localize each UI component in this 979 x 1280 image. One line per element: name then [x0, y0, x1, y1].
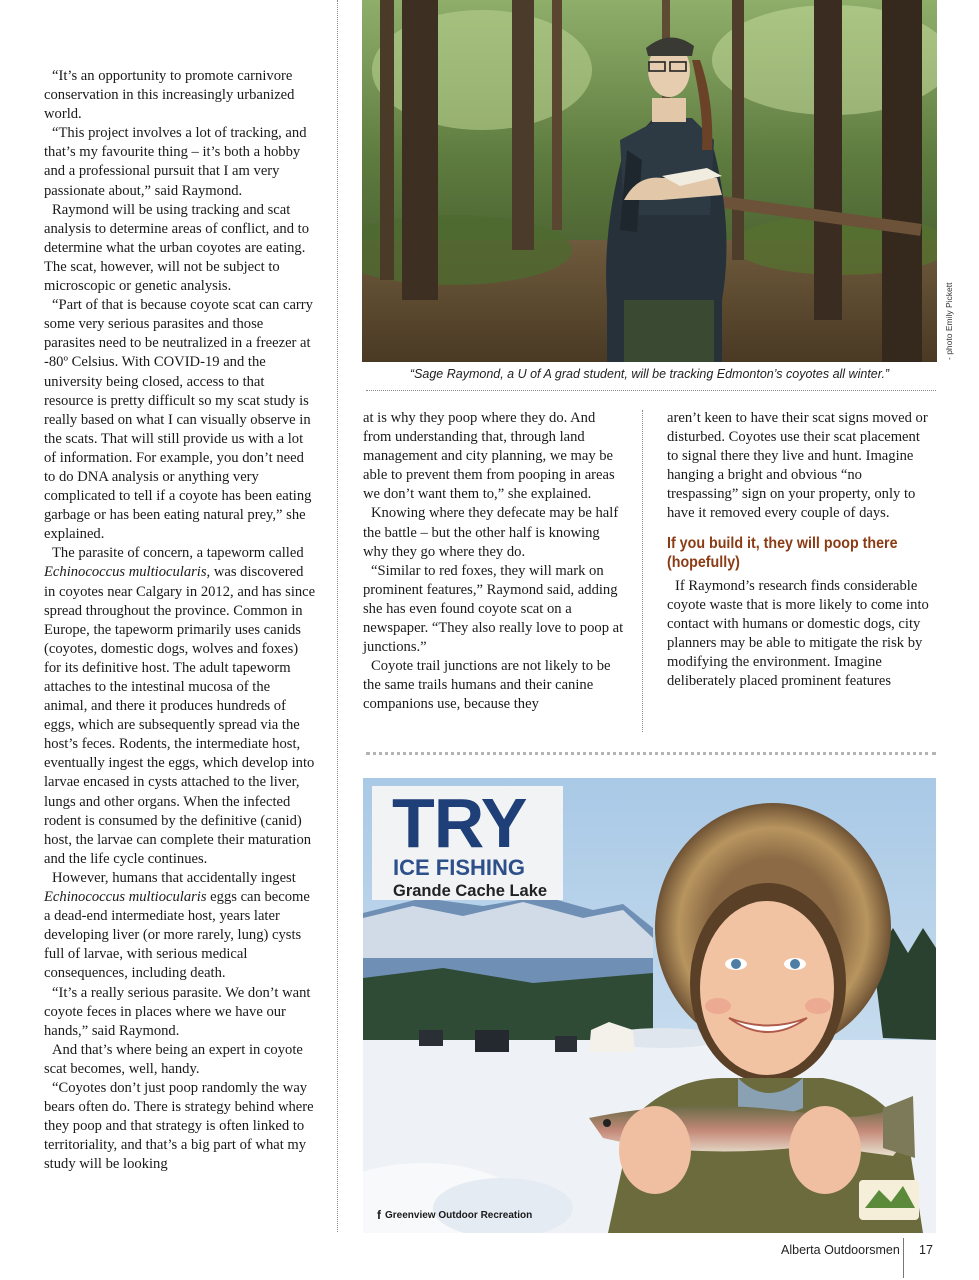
section-subhead: If you build it, they will poop there (hopefully) [667, 534, 898, 571]
middle-article-column [363, 409, 626, 715]
article-paragraph: Coyote trail junctions are not likely to be the same trails humans and their canine companions use, because they [363, 658, 611, 713]
ice-fishing-ad[interactable] [363, 778, 936, 1233]
article-paragraph: aren’t keen to have their scat signs moved or disturbed. Coyotes use their scat placement to signal there they live and hunt. Imagine hanging a bright and obvious “no trespassing” sign on your property, only to have it removed every couple of days. [667, 410, 928, 522]
article-paragraph: “This project involves a lot of tracking, and that’s my favourite thing – it’s both a hobby and a professional pursuit that I am very passionate about,” said Raymond. [44, 125, 307, 199]
article-paragraph: Knowing where they defecate may be half the battle – but the other half is knowing why they go where they do. [363, 505, 619, 560]
article-paragraph: If Raymond’s research finds considerable coyote waste that is more likely to come into contact with humans or domestic dogs, city planners may be able to mitigate the risk by modifying the environment. Imagine deliberately placed prominent features [667, 577, 929, 690]
page-number: 17 [919, 1243, 933, 1257]
article-paragraph: “Part of that is because coyote scat can carry some very serious parasites and those parasites need to be neutralized in a freezer at -80º Celsius. With COVID-19 and the university being closed, access to that resource is pretty difficult so my scat study is really based on what I can visually observe in the scats. That will still provide us with a lot of information. For example, you don’t need to do DNA analysis or anything very complicated to tell if a coyote has been eating garbage or has been eating natural prey,” she explained. [44, 297, 313, 543]
caption-divider [366, 390, 936, 391]
footer-divider [903, 1238, 904, 1278]
ad-title-panel [372, 786, 563, 900]
ad-headline: TRY [392, 784, 527, 862]
article-paragraph: The parasite of concern, a tapeworm called Echinococcus multiocularis, was discovered in coyotes near Calgary in 2012, and has since spread throughout the province. Common in Europe, the tapeworm primarily uses canids (coyotes, domestic dogs, wolves and foxes) for its definitive host. The adult tapeworm attaches to the intestinal mucosa of the animal, and there it produces hundreds of eggs, which are subsequently spread via the host’s feces. Rodents, the intermediate host, eventually ingest the eggs, which develop into larvae encased in cysts attached to the liver, lungs and other organs. When the infected rodent is consumed by the definitive (canid) host, the larvae can complete their maturation and the life cycle continues. [44, 545, 316, 867]
article-paragraph: at is why they poop where they do. And from understanding that, through land management and city planning, we may be able to prevent them from pooping in areas we don’t want them to,” she explained. [363, 410, 615, 503]
column-divider [337, 0, 338, 1232]
article-paragraph: Raymond will be using tracking and scat analysis to determine areas of conflict, and to determine what the urban coyotes are eating. The scat, however, will not be subject to microscopic or genetic analysis. [44, 201, 310, 295]
facebook-icon: f [377, 1208, 381, 1222]
publication-name: Alberta Outdoorsmen [781, 1243, 900, 1257]
species-name: Echinococcus multiocularis [44, 889, 207, 906]
facebook-link[interactable] [377, 1208, 532, 1222]
left-article-column [44, 67, 316, 1174]
ad-location: Grande Cache Lake [393, 882, 548, 900]
ad-subheadline: ICE FISHING [393, 855, 526, 880]
photo-caption: “Sage Raymond, a U of A grad student, will be tracking Edmonton’s coyotes all winter.” [409, 367, 890, 381]
species-name: Echinococcus multiocularis [44, 564, 207, 581]
facebook-label: Greenview Outdoor Recreation [385, 1209, 533, 1221]
column-divider [642, 410, 643, 732]
article-paragraph: “Coyotes don’t just poop randomly the way bears often do. There is strategy behind where they poop and that strategy is often linked to territoriality, and that’s a big part of what my study will be looking [44, 1079, 314, 1173]
article-paragraph: And that’s where being an expert in coyote scat becomes, well, handy. [44, 1041, 303, 1077]
right-article-column [667, 409, 929, 691]
article-paragraph: “It’s an opportunity to promote carnivore conservation in this increasingly urbanized world. [44, 68, 295, 123]
article-paragraph: However, humans that accidentally ingest Echinococcus multiocularis eggs can become a dead-end intermediate host, years later developing liver (or more rarely, lung) cysts full of larvae, with serious medical consequences, including death. [44, 869, 310, 982]
researcher-photo [362, 0, 937, 362]
ad-divider [366, 752, 936, 755]
article-paragraph: “It’s a really serious parasite. We don’t want coyote feces in places where we have our hands,” said Raymond. [44, 984, 311, 1039]
photo-credit: - photo Emily Pickett [944, 282, 954, 360]
article-paragraph: “Similar to red foxes, they will mark on prominent features,” Raymond said, adding she has even found coyote scat on a newspaper. “They also really love to poop at junctions.” [363, 562, 624, 656]
